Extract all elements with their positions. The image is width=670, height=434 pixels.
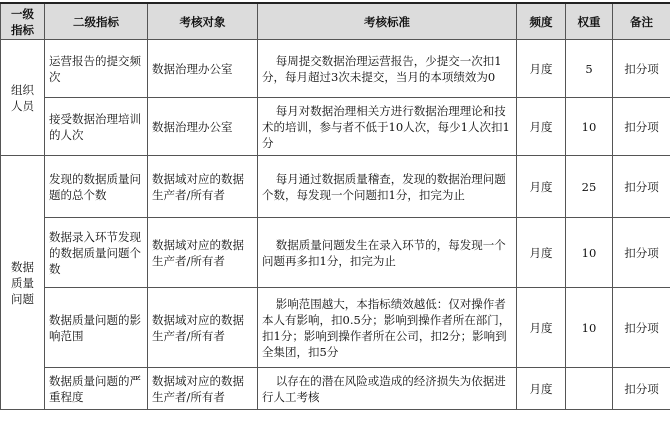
frequency: 月度 [517, 288, 566, 368]
header-standard: 考核标准 [258, 3, 517, 40]
secondary-indicator: 接受数据治理培训的人次 [45, 98, 148, 156]
note: 扣分项 [613, 288, 670, 368]
assessment-target: 数据域对应的数据生产者/所有者 [148, 156, 258, 218]
weight [566, 368, 613, 410]
header-level2: 二级指标 [45, 3, 148, 40]
assessment-target: 数据治理办公室 [148, 98, 258, 156]
weight: 5 [566, 40, 613, 98]
secondary-indicator: 数据录入环节发现的数据质量问题个数 [45, 218, 148, 288]
group-label-org: 组织 人员 [1, 40, 45, 156]
weight: 10 [566, 98, 613, 156]
frequency: 月度 [517, 40, 566, 98]
weight: 10 [566, 288, 613, 368]
note: 扣分项 [613, 98, 670, 156]
header-target: 考核对象 [148, 3, 258, 40]
frequency: 月度 [517, 218, 566, 288]
assessment-standard: 以存在的潜在风险或造成的经济损失为依据进行人工考核 [258, 368, 517, 410]
header-level1: 一级 指标 [1, 3, 45, 40]
note: 扣分项 [613, 368, 670, 410]
header-note: 备注 [613, 3, 670, 40]
assessment-target: 数据域对应的数据生产者/所有者 [148, 368, 258, 410]
frequency: 月度 [517, 156, 566, 218]
table-row [1, 98, 670, 156]
assessment-standard: 每周提交数据治理运营报告，少提交一次扣1分，每月超过3次未提交，当月的本项绩效为0 [258, 40, 517, 98]
group-label-quality: 数据 质量 问题 [1, 156, 45, 410]
secondary-indicator: 数据质量问题的严重程度 [45, 368, 148, 410]
weight: 25 [566, 156, 613, 218]
secondary-indicator: 数据质量问题的影响范围 [45, 288, 148, 368]
frequency: 月度 [517, 98, 566, 156]
table-row [1, 288, 670, 368]
assessment-target: 数据治理办公室 [148, 40, 258, 98]
table-row [1, 368, 670, 410]
table-row [1, 218, 670, 288]
note: 扣分项 [613, 156, 670, 218]
weight: 10 [566, 218, 613, 288]
secondary-indicator: 发现的数据质量问题的总个数 [45, 156, 148, 218]
assessment-target: 数据域对应的数据生产者/所有者 [148, 288, 258, 368]
table-header-row [1, 3, 670, 40]
assessment-target: 数据域对应的数据生产者/所有者 [148, 218, 258, 288]
note: 扣分项 [613, 40, 670, 98]
table-row [1, 156, 670, 218]
assessment-standard: 每月通过数据质量稽查，发现的数据治理问题个数，每发现一个问题扣1分，扣完为止 [258, 156, 517, 218]
assessment-standard: 数据质量问题发生在录入环节的，每发现一个问题再多扣1分，扣完为止 [258, 218, 517, 288]
note: 扣分项 [613, 218, 670, 288]
table-row [1, 40, 670, 98]
header-frequency: 频度 [517, 3, 566, 40]
secondary-indicator: 运营报告的提交频次 [45, 40, 148, 98]
assessment-standard: 每月对数据治理相关方进行数据治理理论和技术的培训，参与者不低于10人次，每少1人次扣1分 [258, 98, 517, 156]
assessment-standard: 影响范围越大，本指标绩效越低：仅对操作者本人有影响，扣0.5分；影响到操作者所在部门，扣1分；影响到操作者所在公司，扣2分；影响到全集团，扣5分 [258, 288, 517, 368]
kpi-table [0, 2, 670, 410]
frequency: 月度 [517, 368, 566, 410]
header-weight: 权重 [566, 3, 613, 40]
